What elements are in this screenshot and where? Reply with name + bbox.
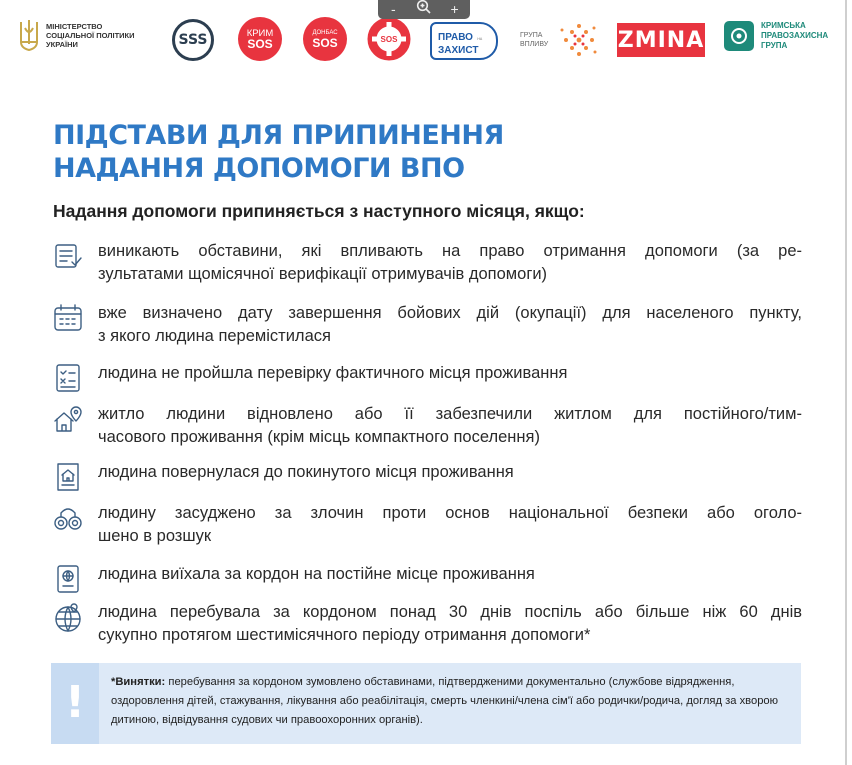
- donbas-sos-line1: ДОНБАС: [312, 29, 338, 36]
- zmina-logo: ZMINA: [617, 23, 705, 57]
- item-text: вже визначено дату завершення бойових дій (окупації) для населеного пункту, з якого людина перемістилася: [98, 304, 802, 345]
- item-text: людина повернулася до покинутого місця проживання: [98, 463, 514, 481]
- home-location-icon: [52, 403, 84, 435]
- zoom-toolbar: [378, 0, 470, 19]
- krym-sos-logo: [238, 17, 282, 61]
- donbas-sos-logo: [303, 17, 347, 61]
- pravo-word1: ПРАВО: [438, 31, 473, 43]
- page-title: [53, 119, 504, 185]
- hrupa-vplyvu-name: ГРУПА ВПЛИВУ: [520, 32, 549, 48]
- sss-logo: SSS: [172, 19, 214, 61]
- handcuffs-icon: [52, 502, 84, 534]
- zoom-in-button[interactable]: +: [450, 1, 459, 17]
- passport-icon: [52, 563, 84, 595]
- ministry-name: МІНІСТЕРСТВО СОЦІАЛЬНОЇ ПОЛІТИКИ УКРАЇНИ: [46, 21, 135, 49]
- hrupa-vplyvu-logo: [520, 20, 600, 60]
- intro-text: Надання допомоги припиняється з наступного місяця, якщо:: [53, 201, 585, 221]
- note-text: [111, 673, 791, 730]
- pravo-word3: ЗАХИСТ: [438, 44, 479, 56]
- item-text: людина перебувала за кордоном понад 30 днів поспіль або більше ніж 60 днів сукупно протягом шестимісячного періоду отримання допомоги*: [98, 603, 802, 644]
- ministry-logo: [18, 18, 146, 52]
- trident-icon: [18, 18, 40, 52]
- item-text: виникають обставини, які впливають на право отримання допомоги (за ре- зультатами щомісячної верифікації отримувачів допомоги): [98, 242, 802, 283]
- exclamation-icon: !: [64, 677, 86, 728]
- pravo-word2: НА: [477, 36, 483, 41]
- note-body: перебування за кордоном зумовлено обставинами, підтвердженими документально (службове відрядження, оздоровлення дітей, стажування, лікування або реабілітація, смерть членкині/члена сім'ї або родички/родича, догляд за хворою дитиною, відвідування судових чи правоохоронних органів).: [111, 676, 779, 726]
- item-text: людину засуджено за злочин проти основ національної безпеки або оголо- шено в розшук: [98, 504, 802, 545]
- item-text: житло людини відновлено або її забезпечили житлом для постійного/тим- часового проживання (крім місць компактного поселення): [98, 405, 802, 446]
- exceptions-note: [51, 663, 801, 744]
- krg-mark-icon: [724, 21, 754, 51]
- krymska-grupa-logo: [724, 21, 851, 51]
- lifebuoy-sos-logo: [367, 17, 411, 61]
- krym-sos-line1: КРИМ: [246, 28, 274, 39]
- krym-sos-line2: SOS: [247, 37, 273, 51]
- dots-cluster-icon: [558, 20, 600, 60]
- item-text: людина не пройшла перевірку фактичного місця проживання: [98, 364, 568, 382]
- zoom-out-button[interactable]: -: [390, 1, 396, 17]
- zoom-magnifier-icon[interactable]: [414, 0, 434, 20]
- title-line-1: ПІДСТАВИ ДЛЯ ПРИПИНЕННЯ: [53, 120, 504, 151]
- house-document-icon: [52, 461, 84, 493]
- note-label: *Винятки:: [111, 676, 166, 688]
- lifebuoy-sos-text: SOS: [380, 35, 398, 44]
- krymska-grupa-name: КРИМСЬКА ПРАВОЗАХИСНА ГРУПА: [761, 21, 829, 50]
- globe-icon: [52, 601, 84, 633]
- title-line-2: НАДАННЯ ДОПОМОГИ ВПО: [53, 153, 465, 184]
- page-edge: [845, 0, 847, 765]
- pravo-na-zakhyst-logo: [430, 22, 498, 60]
- lifebuoy-icon: [367, 17, 411, 61]
- document-check-icon: [52, 240, 84, 272]
- item-text: людина виїхала за кордон на постійне місце проживання: [98, 565, 535, 583]
- checklist-icon: [52, 362, 84, 394]
- donbas-sos-line2: SOS: [312, 35, 338, 50]
- calendar-icon: [52, 302, 84, 334]
